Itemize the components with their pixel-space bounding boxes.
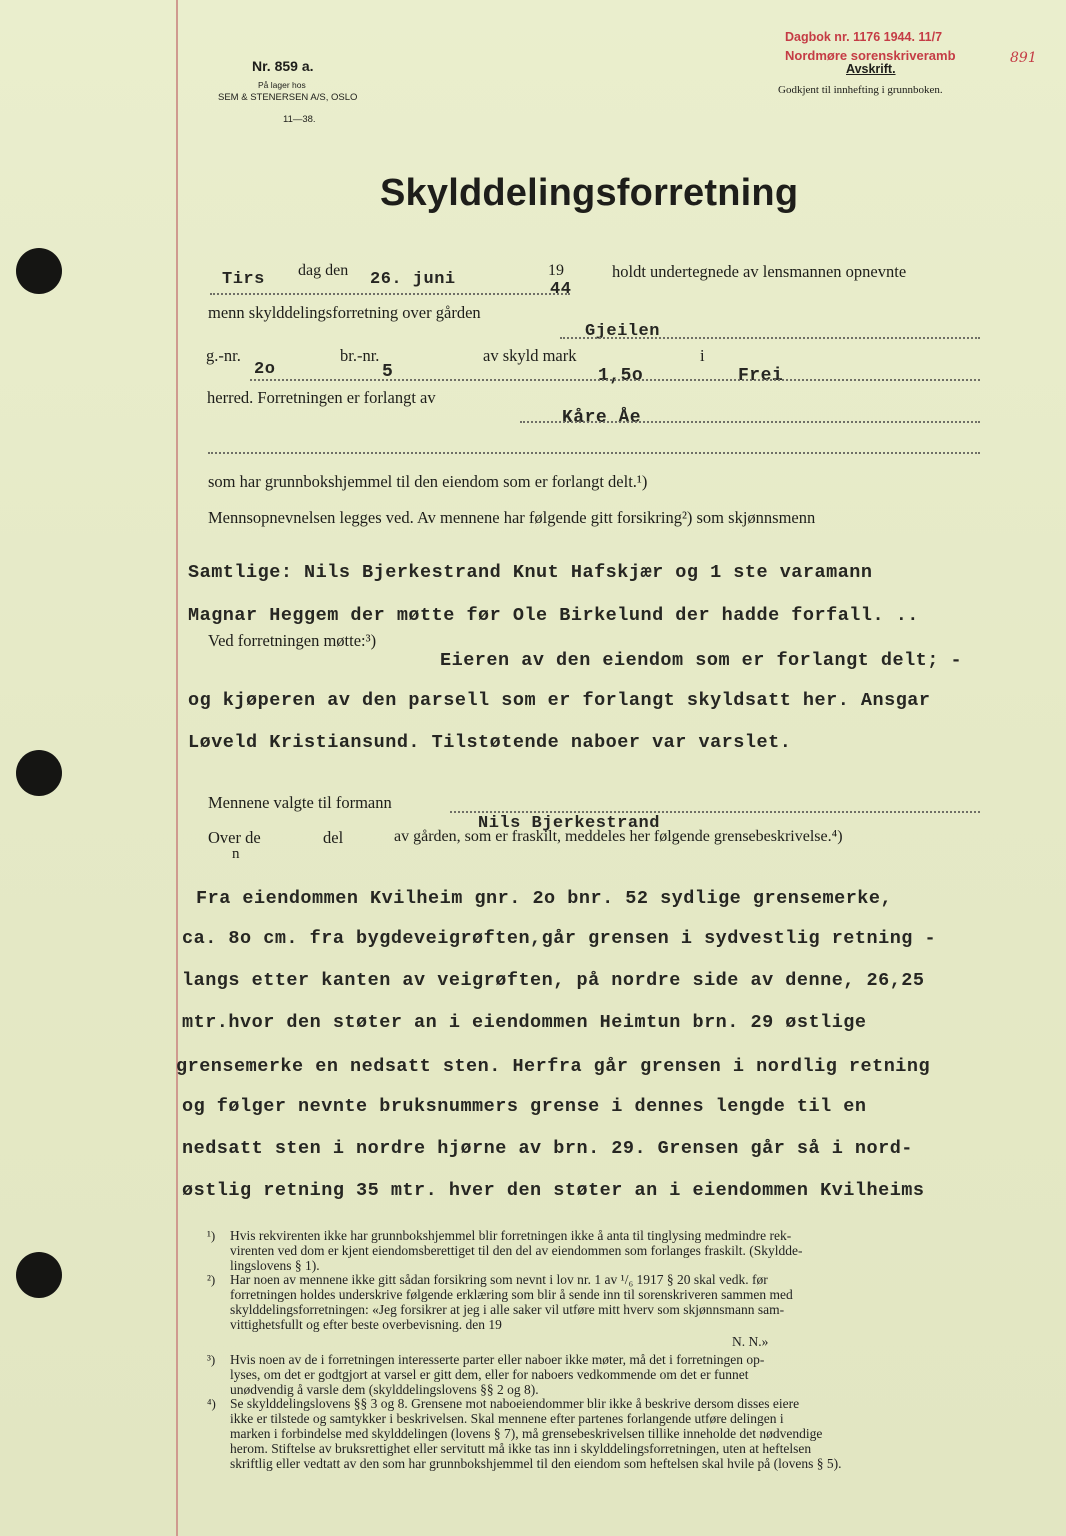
footnote-line: skriftlig eller vedtatt av den som har grunnbokshjemmel til den eiendom som heftelsen skal hvile på (lovens § 5). (230, 1456, 842, 1471)
typed-line: ca. 8o cm. fra bygdeveigrøften,går grensen i sydvestlig retning - (182, 928, 937, 949)
year-prefix: 19 (548, 262, 564, 279)
document-title: Skylddelingsforretning (380, 172, 799, 214)
punch-hole (16, 750, 62, 796)
grensebeskrivelse-text: av gården, som er fraskilt, meddeles her følgende grensebeskrivelse.⁴) (394, 828, 843, 845)
red-margin-line (176, 0, 178, 1536)
footnote-line: lingslovens § 1). (230, 1258, 320, 1273)
typed-line: nedsatt sten i nordre hjørne av brn. 29. Grensen går så i nord- (182, 1138, 913, 1159)
typed-line: Eieren av den eiendom som er forlangt delt; - (440, 650, 963, 671)
typed-line: og følger nevnte bruksnummers grense i dennes lengde til en (182, 1096, 867, 1117)
typed-skyld: 1,5o (598, 366, 644, 386)
fill-line (210, 293, 570, 295)
typed-kommune: Frei (738, 366, 784, 386)
court-stamp: Nordmøre sorenskriveramb (785, 48, 956, 63)
footnote-line: unødvendig å varsle dem (skylddelingslovens §§ 2 og 8). (230, 1382, 539, 1397)
intro-line-2: menn skylddelingsforretning over gården (208, 303, 481, 322)
page-number: 891 (1010, 50, 1037, 66)
footnote-line: Har noen av mennene ikke gitt sådan forsikring som nevnt i lov nr. 1 av ¹/₆ 1917 § 20 skal vedk. før (230, 1272, 768, 1287)
footnote-line: skylddelingsforretningen: «Jeg forsikrer at jeg i alle saker vil utføre mitt hverv som skjønnsmann sam- (230, 1302, 785, 1317)
fill-line (560, 337, 980, 339)
herred-text: herred. Forretningen er forlangt av (207, 388, 436, 407)
typed-line: østlig retning 35 mtr. hver den støter an i eiendommen Kvilheims (182, 1180, 925, 1201)
fill-line (208, 452, 980, 454)
typed-date: 26. juni (370, 270, 456, 289)
footnote-line: Hvis noen av de i forretningen interesserte parter eller naboer ikke møter, må det i forretningen op- (230, 1352, 765, 1367)
gnr-label: g.-nr. (206, 346, 241, 365)
typed-year: 44 (550, 280, 572, 299)
footnote-line: vittighetsfullt og efter beste overbevisning. den 19 (230, 1317, 502, 1332)
footnote-line: ikke er tilstede og samtykker i beskrivelsen. Skal mennene efter partenes forlangende utføre delingen i (230, 1411, 784, 1426)
typed-line: Fra eiendommen Kvilheim gnr. 2o bnr. 52 sydlige grensemerke, (196, 888, 893, 909)
typed-chairman: Nils Bjerkestrand (478, 814, 660, 833)
footnote-line: lyses, om det er godtgjort at varsel er gitt dem, eller for naboers vedkommende om det er funnet (230, 1367, 749, 1382)
form-number: Nr. 859 a. (252, 58, 314, 74)
typed-farm: Gjeilen (585, 322, 660, 341)
footnote-signature: N. N.» (732, 1334, 769, 1349)
over-de-label: Over de (208, 828, 261, 847)
n-suffix: n (232, 846, 240, 862)
avskrift-label: Avskrift. (846, 62, 896, 76)
footnote-1 (230, 1228, 802, 1273)
typed-day: Tirs (222, 270, 265, 289)
dag-den-label: dag den (298, 262, 349, 279)
footnote-line: Hvis rekvirenten ikke har grunnbokshjemmel blir forretningen ikke å anta til tinglysing medmindre rek- (230, 1228, 792, 1243)
skyld-label: av skyld mark (483, 346, 577, 365)
menn-text: Mennsopnevnelsen legges ved. Av mennene har følgende gitt forsikring²) som skjønnsmenn (208, 508, 816, 527)
footnote-4 (230, 1396, 841, 1471)
typed-brnr: 5 (382, 362, 394, 382)
footnote-number: ²) (207, 1272, 216, 1287)
footnote-line: Se skylddelingslovens §§ 3 og 8. Grensene mot naboeiendommer blir ikke å beskrive dersom disses eiere (230, 1396, 800, 1411)
typed-line: langs etter kanten av veigrøften, på nordre side av denne, 26,25 (182, 970, 925, 991)
typed-line: og kjøperen av den parsell som er forlangt skyldsatt her. Ansgar (188, 690, 931, 711)
typed-line: grensemerke en nedsatt sten. Herfra går grensen i nordlig retning (176, 1056, 931, 1077)
footnote-3 (230, 1352, 764, 1397)
grunnbok-text: som har grunnbokshjemmel til den eiendom som er forlangt delt.¹) (208, 472, 648, 491)
fill-line (250, 379, 980, 381)
typed-gnr: 2o (254, 360, 276, 379)
footnote-number: ¹) (207, 1228, 216, 1243)
held-text: holdt undertegnede av lensmannen opnevnte (612, 262, 907, 281)
brnr-label: br.-nr. (340, 346, 380, 365)
footnote-line: marken i forbindelse med skylddelingen (lovens § 7), må grensebeskrivelsen tillike inneholde det nødvendige (230, 1426, 823, 1441)
journal-stamp: Dagbok nr. 1176 1944. 11/7 (785, 30, 943, 44)
footnote-line: virenten ved dom er kjent eiendomsberettiget til den del av eiendommen som forlanges fraskilt. (Skyldde- (230, 1243, 803, 1258)
punch-hole (16, 1252, 62, 1298)
footnote-2 (230, 1272, 793, 1332)
typed-requester: Kåre Åe (562, 408, 642, 428)
footnote-line: forretningen holdes underskrive følgende erklæring som blir å sende inn til sorenskriveren sammen med (230, 1287, 793, 1302)
footnote-number: ³) (207, 1352, 216, 1367)
fill-line (520, 421, 980, 423)
approval-text: Godkjent til innhefting i grunnboken. (778, 84, 943, 96)
publisher-line: På lager hos (258, 80, 306, 90)
fill-line (450, 811, 980, 813)
typed-line: Samtlige: Nils Bjerkestrand Knut Hafskjær og 1 ste varamann (188, 562, 873, 583)
attended-label: Ved forretningen møtte:³) (208, 631, 377, 650)
i-label: i (700, 346, 705, 365)
footnote-number: ⁴) (207, 1396, 216, 1411)
typed-line: Løveld Kristiansund. Tilstøtende naboer var varslet. (188, 732, 792, 753)
typed-line: Magnar Heggem der møtte før Ole Birkelund der hadde forfall. .. (188, 605, 919, 626)
publisher-line: SEM & STENERSEN A/S, OSLO (218, 92, 358, 103)
chairman-label: Mennene valgte til formann (208, 793, 392, 812)
print-date: 11—38. (283, 114, 316, 125)
del-label: del (323, 828, 344, 847)
punch-hole (16, 248, 62, 294)
typed-line: mtr.hvor den støter an i eiendommen Heimtun brn. 29 østlige (182, 1012, 867, 1033)
footnote-line: herom. Stiftelse av bruksrettighet eller servitutt må ikke tas inn i skylddelingsforretningen, uten at heftelsen (230, 1441, 812, 1456)
